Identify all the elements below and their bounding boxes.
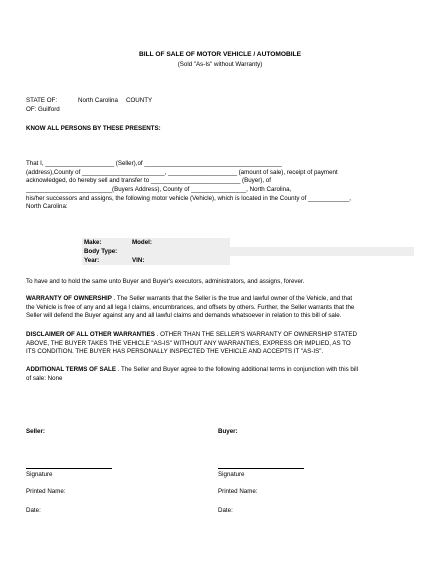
state-value: North Carolina [78, 97, 118, 104]
warranty-heading: WARRANTY OF OWNERSHIP [26, 295, 112, 302]
vehicle-row-year [82, 256, 414, 265]
vehicle-details-table [82, 238, 414, 265]
disclaimer-line-1 [26, 331, 357, 339]
seller-date-label: Date: [26, 507, 41, 514]
document-subtitle: (Sold "As-Is" without Warranty) [177, 61, 263, 68]
warranty-line-1 [26, 295, 352, 303]
model-label: Model: [132, 239, 152, 246]
seller-label: Seller: [26, 428, 45, 435]
document-title: BILL OF SALE OF MOTOR VEHICLE / AUTOMOBILE [138, 51, 302, 58]
seller-signature-label: Signature [26, 471, 53, 478]
warranty-line-2: the Vehicle is free of any and all lega l claims, encumbrances, and offsets by others. Further, the Seller warrants that the [26, 304, 355, 311]
disclaimer-text-1: . OTHER THAN THE SELLER'S WARRANTY OF OWNERSHIP STATED [154, 331, 357, 338]
buyer-signature-line [218, 468, 304, 469]
county-label: COUNTY [126, 97, 153, 104]
vin-label: VIN: [132, 257, 145, 264]
additional-line-1 [26, 366, 358, 374]
intro-line-5: his/her successors and assigns, the following motor vehicle (Vehicle), which is located in the County of ____________, [26, 195, 352, 202]
intro-line-6: North Carolina: [26, 203, 68, 210]
year-label: Year: [84, 257, 100, 264]
warranty-line-3: Seller will defend the Buyer against any and all lawful claims and demands whatsoever in relation to this bill of sale. [26, 312, 342, 319]
buyer-signature-label: Signature [218, 471, 245, 478]
intro-line-2: (address),County of ________________________, ____________________ (amount of sale), receipt of payment [26, 169, 338, 176]
intro-line-3: acknowledged, do hereby sell and transfer to __________________________ (Buyer), of [26, 177, 271, 184]
buyer-label: Buyer: [218, 428, 238, 435]
buyer-printed-name-label: Printed Name: [218, 488, 258, 495]
hold-clause: To have and to hold the same unto Buyer and Buyer's executors, administrators, and assigns, forever. [26, 278, 305, 285]
disclaimer-heading: DISCLAIMER OF ALL OTHER WARRANTIES [26, 331, 155, 338]
seller-signature-line [26, 468, 112, 469]
warranty-text-1: . The Seller warrants that the Seller is the true and lawful owner of the Vehicle, and that [111, 295, 353, 302]
intro-line-1: That I, ____________________ (Seller),of ________________________________________ [26, 160, 282, 167]
make-label: Make: [84, 239, 102, 246]
additional-line-2: of sale: None [26, 375, 63, 382]
of-county-label: OF: Guilford [26, 106, 60, 113]
vehicle-row-body-type [82, 247, 414, 256]
vehicle-row-make [82, 238, 414, 247]
state-label: STATE OF: [26, 97, 58, 104]
intro-line-4: _________________________(Buyers Address), County of ________________, North Carolina, [26, 186, 292, 193]
disclaimer-line-3: ITS CONDITION. THE BUYER HAS PERSONALLY INSPECTED THE VEHICLE AND ACCEPTS IT "AS-IS". [26, 348, 324, 355]
presents-heading: KNOW ALL PERSONS BY THESE PRESENTS: [26, 125, 161, 132]
additional-text-1: . The Seller and Buyer agree to the following additional terms in conjunction with this bill [115, 366, 358, 373]
additional-heading: ADDITIONAL TERMS OF SALE [26, 366, 116, 373]
seller-printed-name-label: Printed Name: [26, 488, 66, 495]
buyer-date-label: Date: [218, 507, 233, 514]
disclaimer-line-2: ABOVE, THE BUYER TAKES THE VEHICLE "AS-IS" WITHOUT ANY WARRANTIES, EXPRESS OR IMPLIED, AS TO [26, 340, 351, 347]
body-type-label: Body Type: [84, 248, 118, 255]
